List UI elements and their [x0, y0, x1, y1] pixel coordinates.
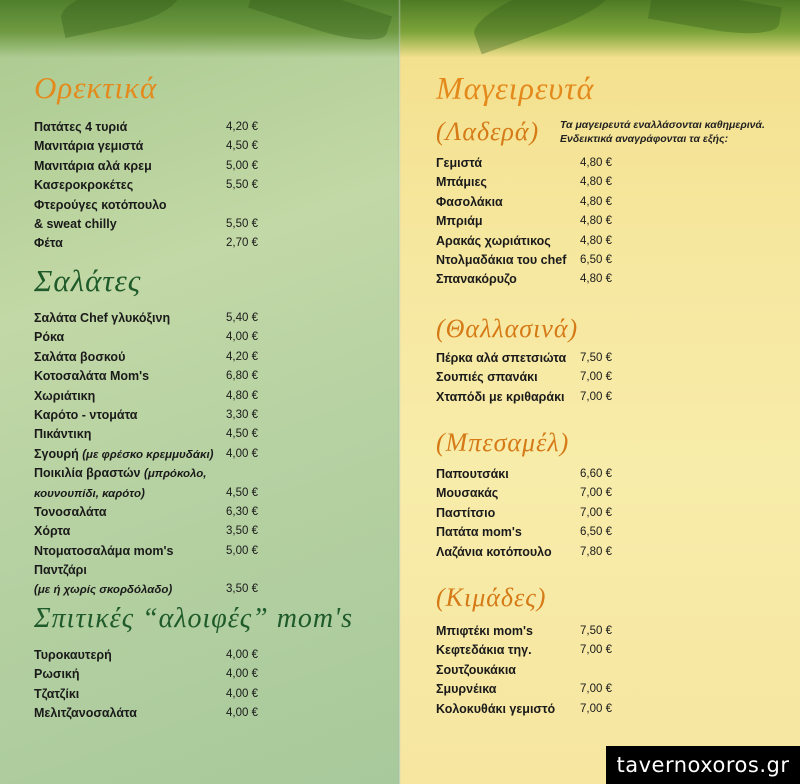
menu-item — [34, 580, 274, 599]
dish-name — [436, 504, 495, 523]
menu-item — [436, 680, 626, 699]
menu-item — [34, 665, 274, 684]
dish-label: Σαλάτα Chef γλυκόξινη — [34, 311, 171, 325]
dish-price: 7,50 € — [580, 625, 612, 637]
dish-price: 6,50 € — [580, 253, 612, 266]
dish-label: & sweat chilly — [34, 216, 117, 231]
dish-label: Πικάντικη — [34, 427, 92, 442]
menu-item — [436, 504, 626, 523]
dish-name — [436, 700, 555, 719]
dish-label: Μελιτζανοσαλάτα — [34, 706, 137, 721]
menu-item — [436, 484, 626, 503]
dish-name — [34, 328, 64, 347]
dish-name — [34, 484, 145, 504]
menu-item — [436, 465, 626, 484]
dish-name — [34, 445, 214, 465]
salads-list — [34, 309, 274, 600]
dish-price: 4,20 € — [226, 350, 258, 363]
dish-name — [34, 157, 152, 176]
menu-item — [436, 232, 626, 251]
dish-label: Χταπόδι με κριθαράκι — [436, 389, 565, 404]
dish-price: 4,80 € — [580, 273, 612, 286]
dish-price: 7,00 € — [580, 371, 612, 384]
dish-name — [436, 193, 503, 212]
dish-price: 4,80 € — [580, 234, 612, 247]
dish-price: 7,00 € — [580, 702, 612, 715]
dish-name — [34, 196, 167, 215]
dish-price: 6,50 € — [580, 526, 612, 539]
dish-price: 4,00 € — [226, 707, 258, 720]
menu-item — [34, 646, 274, 665]
menu-item — [34, 176, 274, 195]
dish-price: 4,00 € — [226, 668, 258, 681]
dish-name — [34, 406, 138, 425]
dish-label: Φτερούγες κοτόπουλο — [34, 197, 167, 212]
dish-price: 3,30 € — [226, 408, 258, 421]
dish-price: 4,80 € — [580, 215, 612, 228]
menu-item — [34, 503, 274, 522]
dish-price: 4,20 € — [226, 121, 258, 133]
dish-note: (με φρέσκο κρεμμυδάκι) — [82, 448, 214, 461]
dish-label: Μπάμιες — [436, 175, 487, 190]
daily-change-note: Τα μαγειρευτά εναλλάσονται καθημερινά. Ενδεικτικά αναγράφονται τα εξής: — [560, 119, 765, 145]
dish-label: Κοτοσαλάτα Mom's — [34, 369, 150, 384]
dish-label: Σγουρή — [34, 446, 79, 461]
dish-label: Κολοκυθάκι γεμιστό — [436, 701, 556, 716]
dish-name — [436, 251, 566, 270]
dish-name — [34, 522, 70, 541]
dish-price: 7,00 € — [580, 390, 612, 403]
dish-price: 6,80 € — [226, 370, 258, 383]
dish-name — [436, 270, 517, 289]
dish-name — [436, 661, 516, 680]
menu-item — [34, 542, 274, 561]
dish-note: (μπρόκολο, — [144, 468, 207, 481]
dish-label: Φασολάκια — [436, 194, 503, 209]
dish-price: 5,50 € — [226, 217, 258, 230]
menu-item — [436, 349, 626, 368]
dish-label: Ντοματοσαλάμα mom's — [34, 543, 174, 558]
dish-name — [34, 503, 107, 522]
section-title-cooked: Μαγειρευτά — [436, 70, 595, 106]
dish-price: 5,50 € — [226, 179, 258, 192]
menu-item — [436, 368, 626, 387]
ladera-list — [436, 154, 626, 290]
menu-item — [436, 543, 626, 562]
menu-item — [34, 367, 274, 386]
dish-name — [34, 309, 170, 328]
menu-item — [436, 173, 626, 192]
dish-name — [34, 704, 137, 723]
dish-label: Αρακάς χωριάτικος — [436, 233, 551, 248]
dish-price: 6,30 € — [226, 505, 258, 518]
dish-price: 3,50 € — [226, 583, 258, 596]
dish-price: 4,00 € — [226, 687, 258, 700]
dish-label: Τυροκαυτερή — [34, 648, 112, 662]
dish-label: Χόρτα — [34, 524, 71, 539]
dish-name — [34, 464, 207, 484]
menu-item — [436, 270, 626, 289]
subsection-title-minced: (Κιμάδες) — [436, 583, 547, 612]
dish-price: 4,50 € — [226, 140, 258, 153]
dish-label: Γεμιστά — [436, 156, 483, 170]
dish-price: 6,60 € — [580, 468, 612, 480]
dish-label: Φέτα — [34, 236, 63, 251]
dish-name — [34, 561, 87, 580]
dish-name — [436, 212, 483, 231]
dish-name — [34, 367, 149, 386]
appetizers-list — [34, 118, 274, 254]
dish-price: 4,00 € — [226, 649, 258, 661]
dish-name — [436, 349, 566, 368]
dish-name — [34, 425, 91, 444]
dish-price: 4,80 € — [580, 195, 612, 208]
menu-item — [436, 388, 626, 407]
dish-name — [436, 484, 498, 503]
menu-item — [436, 193, 626, 212]
menu-item — [436, 641, 626, 660]
dish-price: 7,50 € — [580, 352, 612, 364]
dish-price: 5,40 € — [226, 312, 258, 324]
dish-label: Τζατζίκι — [34, 686, 80, 701]
menu-item — [34, 215, 274, 234]
dish-name — [436, 465, 509, 484]
dish-note: κουνουπίδι, καρότο) — [34, 487, 145, 500]
menu-item — [436, 523, 626, 542]
subsection-title-seafood: (Θαλλασινά) — [436, 314, 579, 343]
dish-name — [436, 680, 496, 699]
menu-item — [34, 157, 274, 176]
dish-price: 4,00 € — [226, 447, 258, 460]
dish-label: Μανιτάρια αλά κρεμ — [34, 158, 152, 173]
dish-label: Χωριάτικη — [34, 388, 96, 403]
dish-name — [436, 173, 487, 192]
dish-label: Ρωσική — [34, 667, 80, 682]
dish-label: Παντζάρι — [34, 563, 87, 578]
dish-price: 4,50 € — [226, 428, 258, 441]
dish-label: Παστίτσιο — [436, 505, 496, 520]
dish-price: 4,80 € — [226, 389, 258, 402]
dish-name — [34, 176, 133, 195]
dish-label: Καρότο - ντομάτα — [34, 407, 138, 422]
dish-label: Κασεροκροκέτες — [34, 178, 134, 193]
dish-label: Ποικιλία βραστών — [34, 466, 141, 481]
dish-price: 7,80 € — [580, 545, 612, 558]
seafood-list — [436, 349, 626, 407]
dish-price: 4,80 € — [580, 176, 612, 189]
menu-item — [34, 137, 274, 156]
dish-label: Πέρκα αλά σπετσιώτα — [436, 351, 567, 365]
menu-item — [34, 309, 274, 328]
menu-item — [34, 685, 274, 704]
menu-item — [34, 561, 274, 580]
dish-name — [436, 388, 565, 407]
dish-name — [436, 641, 532, 660]
dish-price: 7,00 € — [580, 644, 612, 657]
dish-label: Μπριάμ — [436, 214, 483, 229]
dish-name — [436, 368, 538, 387]
dish-price: 7,00 € — [580, 506, 612, 519]
dish-name — [34, 387, 95, 406]
dish-label: Σμυρνέικα — [436, 682, 497, 697]
section-title-appetizers: Ορεκτικά — [34, 70, 158, 105]
minced-list — [436, 622, 626, 719]
dish-price: 5,00 € — [226, 159, 258, 172]
dish-label: Μουσακάς — [436, 486, 499, 501]
section-title-spreads: Σπιτικές “αλοιφές” mom's — [34, 603, 354, 634]
dish-label: Σουτζουκάκια — [436, 662, 516, 677]
dish-name — [34, 542, 173, 561]
menu-item — [436, 700, 626, 719]
dish-label: Τονοσαλάτα — [34, 504, 107, 519]
menu-item — [436, 622, 626, 641]
menu-item — [436, 661, 626, 680]
dish-price: 2,70 € — [226, 237, 258, 250]
menu-item — [34, 704, 274, 723]
dish-name — [34, 665, 80, 684]
dish-name — [34, 215, 117, 234]
dish-name — [436, 154, 482, 173]
dish-name — [436, 543, 552, 562]
menu-item — [34, 464, 274, 483]
menu-item — [34, 196, 274, 215]
menu-item — [436, 154, 626, 173]
menu-item — [34, 387, 274, 406]
dish-name — [436, 622, 533, 641]
dish-label: Λαζάνια κοτόπουλο — [436, 544, 552, 559]
menu-item — [34, 118, 274, 137]
section-title-salads: Σαλάτες — [34, 263, 142, 298]
dish-label: Κεφτεδάκια τηγ. — [436, 643, 532, 658]
site-watermark: tavernoxoros.gr — [606, 746, 800, 784]
dish-name — [34, 118, 127, 137]
dish-note: (με ή χωρίς σκορδόλαδο) — [34, 584, 173, 597]
dish-price: 3,50 € — [226, 525, 258, 538]
menu-item — [34, 425, 274, 444]
dish-price: 7,00 € — [580, 487, 612, 500]
dish-label: Σπανακόρυζο — [436, 272, 517, 287]
menu-item — [436, 212, 626, 231]
dish-label: Ρόκα — [34, 330, 65, 345]
menu-item — [34, 484, 274, 503]
menu-item — [436, 251, 626, 270]
spreads-list — [34, 646, 274, 724]
dish-name — [436, 232, 551, 251]
dish-label: Σουπιές σπανάκι — [436, 370, 538, 385]
dish-name — [34, 348, 125, 367]
menu-item — [34, 406, 274, 425]
bechamel-list — [436, 465, 626, 562]
dish-name — [34, 580, 172, 600]
dish-label: Πατάτες 4 τυριά — [34, 120, 128, 134]
dish-label: Ντολμαδάκια του chef — [436, 252, 567, 267]
menu-item — [34, 348, 274, 367]
dish-label: Πατάτα mom's — [436, 525, 522, 540]
subsection-title-bechamel: (Μπεσαμέλ) — [436, 428, 570, 457]
dish-name — [436, 523, 522, 542]
dish-label: Μανιτάρια γεμιστά — [34, 139, 144, 154]
menu-item — [34, 328, 274, 347]
dish-price: 5,00 € — [226, 544, 258, 557]
dish-label: Μπιφτέκι mom's — [436, 624, 533, 638]
dish-price: 4,50 € — [226, 486, 258, 499]
menu-item — [34, 234, 274, 253]
dish-name — [34, 137, 143, 156]
dish-label: Παπουτσάκι — [436, 467, 509, 481]
dish-price: 4,80 € — [580, 157, 612, 169]
dish-price: 4,00 € — [226, 331, 258, 344]
menu-item — [34, 445, 274, 464]
dish-name — [34, 646, 112, 665]
subsection-title-ladera: (Λαδερά) — [436, 117, 540, 146]
dish-price: 7,00 € — [580, 683, 612, 696]
dish-label: Σαλάτα βοσκού — [34, 349, 126, 364]
dish-name — [34, 234, 63, 253]
page-fold — [398, 0, 401, 784]
menu-item — [34, 522, 274, 541]
dish-name — [34, 685, 79, 704]
